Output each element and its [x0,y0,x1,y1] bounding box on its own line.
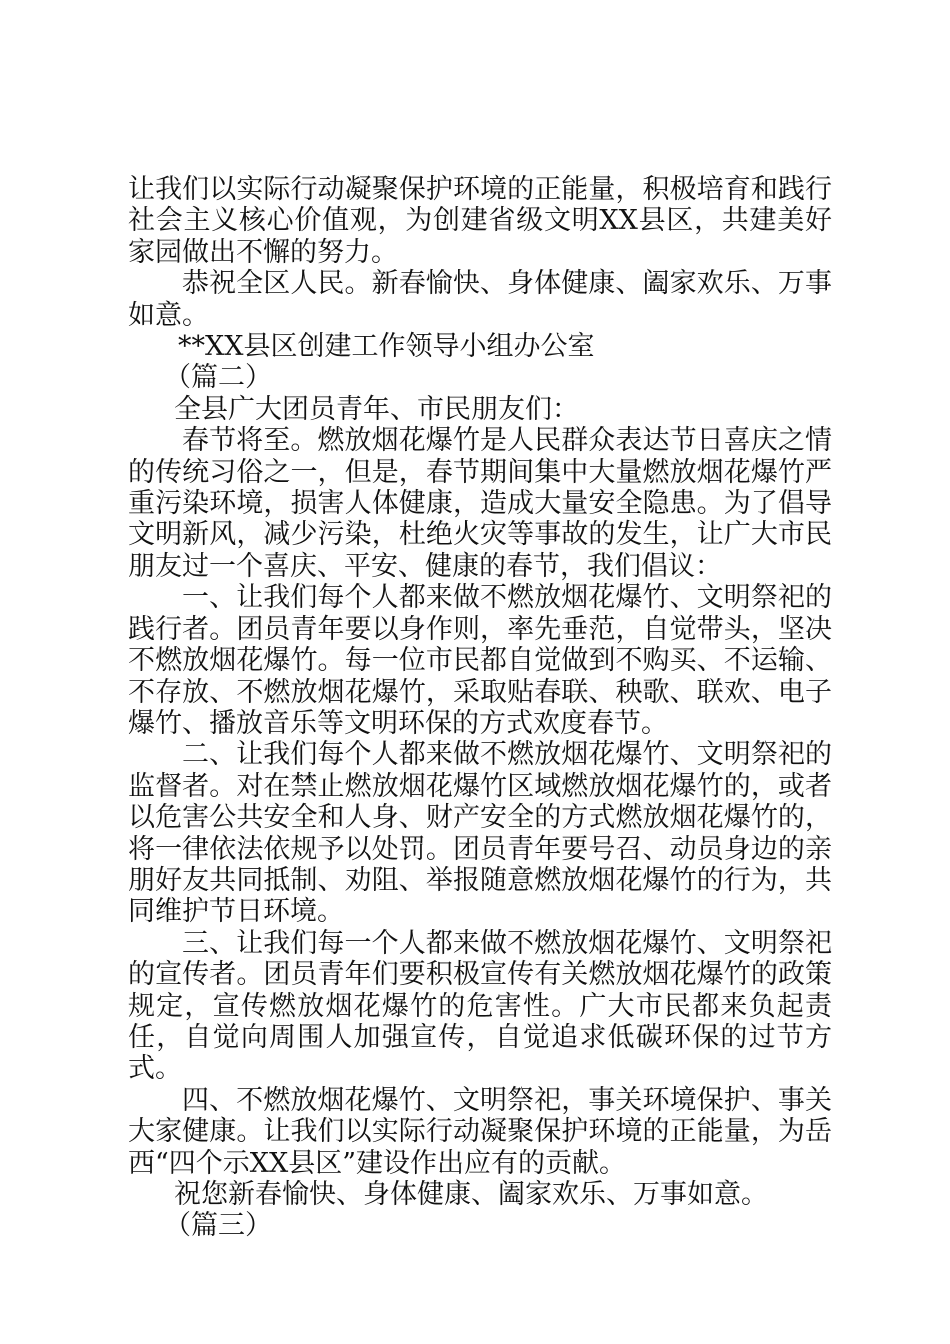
paragraph-proposal-two: 二、让我们每个人都来做不燃放烟花爆竹、文明祭祀的监督者。对在禁止燃放烟花爆竹区域燃放烟花爆竹的，或者以危害公共安全和人身、财产安全的方式燃放烟花爆竹的，将一律依法依规予以处罚。团员青年要号召、动员身边的亲朋好友共同抵制、劝阻、举报随意燃放烟花爆竹的行为，共同维护节日环境。 [128,739,832,928]
paragraph-closing-continuation: 让我们以实际行动凝聚保护环境的正能量，积极培育和践行社会主义核心价值观，为创建省级文明XX县区，共建美好家园做出不懈的努力。 [128,174,832,268]
section-heading-part-three: （篇三） [164,1210,272,1242]
section-heading-part-two: （篇二） [164,362,272,394]
document-body [128,174,832,1242]
paragraph-proposal-three: 三、让我们每一个人都来做不燃放烟花爆竹、文明祭祀的宣传者。团员青年们要积极宣传有关燃放烟花爆竹的政策规定，宣传燃放烟花爆竹的危害性。广大市民都来负起责任，自觉向周围人加强宣传，自觉追求低碳环保的过节方式。 [128,927,832,1085]
paragraph-proposal-one: 一、让我们每个人都来做不燃放烟花爆竹、文明祭祀的践行者。团员青年要以身作则，率先垂范，自觉带头，坚决不燃放烟花爆竹。每一位市民都自觉做到不购买、不运输、不存放、不燃放烟花爆竹，采取贴春联、秧歌、联欢、电子爆竹、播放音乐等文明环保的方式欢度春节。 [128,582,832,739]
paragraph-new-year-wishes: 恭祝全区人民。新春愉快、身体健康、阖家欢乐、万事如意。 [128,268,832,331]
paragraph-final-wishes: 祝您新春愉快、身体健康、阖家欢乐、万事如意。 [174,1179,768,1210]
signature-office: **XX县区创建工作领导小组办公室 [178,331,595,363]
paragraph-proposal-four: 四、不燃放烟花爆竹、文明祭祀，事关环境保护、事关大家健康。让我们以实际行动凝聚保护环境的正能量，为岳西“四个示XX县区”建设作出应有的贡献。 [128,1084,832,1179]
paragraph-intro: 春节将至。燃放烟花爆竹是人民群众表达节日喜庆之情的传统习俗之一，但是，春节期间集中大量燃放烟花爆竹严重污染环境，损害人体健康，造成大量安全隐患。为了倡导文明新风，减少污染，杜绝火灾等事故的发生，让广大市民朋友过一个喜庆、平安、健康的春节，我们倡议： [128,425,832,582]
salutation: 全县广大团员青年、市民朋友们： [174,393,579,425]
